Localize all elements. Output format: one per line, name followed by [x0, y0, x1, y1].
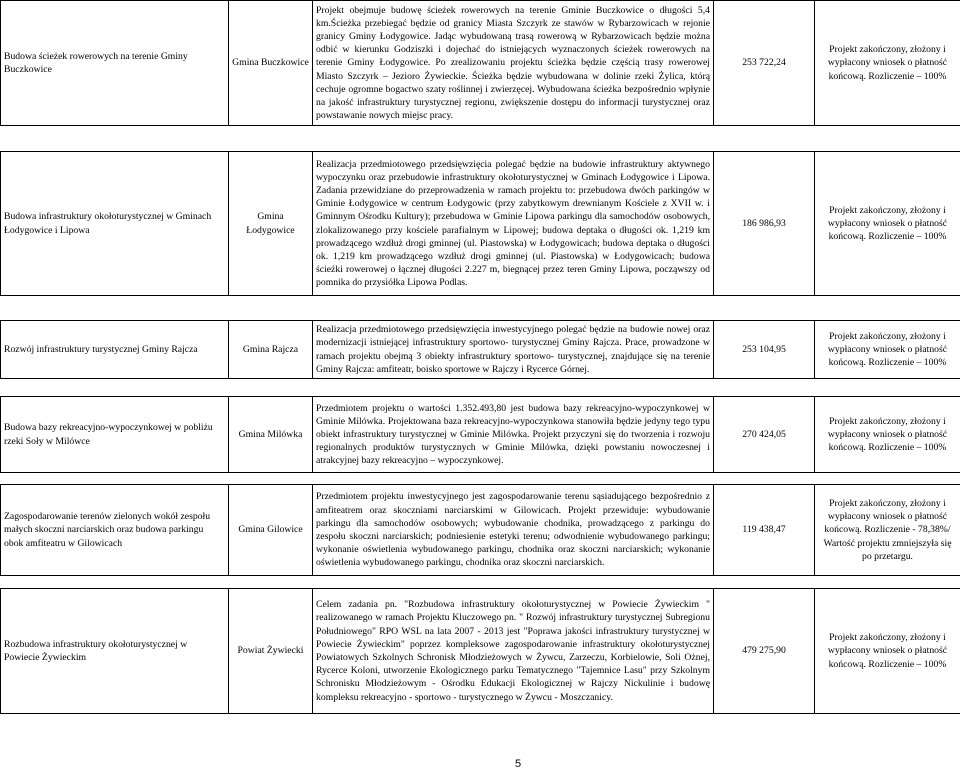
beneficiary: Gmina Gilowice — [229, 485, 313, 576]
table-row — [1, 589, 960, 714]
beneficiary: Powiat Żywiecki — [229, 589, 313, 714]
table-row — [1, 1, 960, 126]
table-row — [1, 485, 960, 576]
project-name: Rozbudowa infrastruktury okołoturystycznej w Powiecie Żywieckim — [1, 589, 229, 714]
project-name: Budowa ścieżek rowerowych na terenie Gminy Buczkowice — [1, 1, 229, 126]
project-value: 253 104,95 — [714, 321, 815, 379]
beneficiary: Gmina Rajcza — [229, 321, 313, 379]
project-name: Budowa infrastruktury okołoturystycznej w Gminach Łodygowice i Lipowa — [1, 152, 229, 296]
project-name: Budowa bazy rekreacyjno-wypoczynkowej w pobliżu rzeki Soły w Milówce — [1, 397, 229, 473]
project-status: Projekt zakończony, złożony i wypłacony wniosek o płatność końcową. Rozliczenie - 78,38%/ Wartość projektu zmniejszyła się po przetargu. — [815, 485, 960, 576]
project-description: Realizacja przedmiotowego przedsięwzięcia polegać będzie na budowie infrastruktury aktywnego wypoczynku oraz przebudowie infrastruktury okołoturystycznej w Gminach Łodygowice i Lipowa. Zadania przewidziane do przeprowadzenia w ramach projektu to: przebudowa dwóch parkingów w Gminie Łodygowice w centrum Łodygowic (przy zabytkowym drewnianym Kościele z XVII w. i Gminnym Ośrodku Kultury); przebudowa w Gminie Lipowa parkingu dla samochodów osobowych, zlokalizowanego przy kościele parafialnym w Lipowej; budowa deptaka o długości ok. 1,219 km prowadzącego wzdłuż drogi gminnej (ul. Piastowska) w Łodygowicach; budowa deptaka o długości ok. 1,219 km prowadzącego wzdłuż drogi gminnej (ul. Piastowska) w Łodygowicach; budowa ścieżki rowerowej o łącznej długości 2.227 m, biegnącej przez teren Gminy Lipowa, począwszy od pomnika do przysiółka Lipowa Podlas. — [313, 152, 714, 296]
project-status: Projekt zakończony, złożony i wypłacony wniosek o płatność końcową. Rozliczenie – 100% — [815, 1, 960, 126]
table-row — [1, 397, 960, 473]
row-separator — [1, 473, 960, 485]
beneficiary: Gmina Milówka — [229, 397, 313, 473]
row-separator — [1, 296, 960, 321]
project-description: Projekt obejmuje budowę ścieżek rowerowych na terenie Gminie Buczkowice o długości 5,4 km.Ścieżka przebiegać będzie od granicy Miasta Szczyrk ze stawów w Rybarzowicach w rejonie granicy Gminy Łodygowice. Jadąc wybudowaną trasą rowerową w Rybarzowicach będzie można odbić w kierunku Godziszki i dojechać do istniejących wyznaczonych ścieżek rowerowych na terenie Gminy Łodygowice. Po zrealizowaniu projektu ścieżka będzie częścią trasy rowerowej Miasto Szczyrk – Jezioro Żywieckie. Ścieżka będzie wybudowana w dolinie rzeki Żylica, którą cechuje ogromne bogactwo szaty roślinnej i zwierzęcej. Wybudowana ścieżka bezpośrednio wpłynie na jakość infrastruktury turystycznej regionu, zwiększenie dostępu do informacji turystycznej oraz powstawanie nowych miejsc pracy. — [313, 1, 714, 126]
project-value: 270 424,05 — [714, 397, 815, 473]
project-name: Rozwój infrastruktury turystycznej Gminy Rajcza — [1, 321, 229, 379]
project-description: Przedmiotem projektu inwestycyjnego jest zagospodarowanie terenu sąsiadującego bezpośrednio z amfiteatrem oraz skoczniami narciarskimi w Gilowicach. Projekt przewiduje: wybudowanie parkingu dla samochodów osobowych; wybudowanie chodnika, prowadzącego z parkingu do zespołu skoczni narciarskich; podniesienie estetyki terenu; odwodnienie wybudowanego parkingu; wykonanie oświetlenia wybudowanego parkingu, chodnika oraz skoczni narciarskich; wykonanie oświetlenia wybudowanego parkingu, chodnika oraz skoczni narciarskich. — [313, 485, 714, 576]
project-status: Projekt zakończony, złożony i wypłacony wniosek o płatność końcową. Rozliczenie – 100% — [815, 152, 960, 296]
project-status: Projekt zakończony, złożony i wypłacony wniosek o płatność końcową. Rozliczenie – 100% — [815, 321, 960, 379]
page-number: 5 — [514, 758, 522, 770]
project-value: 186 986,93 — [714, 152, 815, 296]
table-row — [1, 152, 960, 296]
beneficiary: Gmina Buczkowice — [229, 1, 313, 126]
project-description: Przedmiotem projektu o wartości 1.352.493,80 jest budowa bazy rekreacyjno-wypoczynkowej w Gminie Milówka. Projektowana baza rekreacyjno-wypoczynkowa stanowiła będzie jedyny tego typu obiekt infrastruktury turystycznej w Gminie Milówka. Projekt przyczyni się do tworzenia i rozwoju regionalnych produktów turystycznych w Gminie Milówka, dzięki powstaniu nowoczesnej i atrakcyjnej bazy rekreacyjno – wypoczynkowej. — [313, 397, 714, 473]
row-separator — [1, 379, 960, 397]
project-value: 119 438,47 — [714, 485, 815, 576]
project-description: Celem zadania pn. "Rozbudowa infrastruktury okołoturystycznej w Powiecie Żywieckim " realizowanego w ramach Projektu Kluczowego pn. " Rozwój infrastruktury turystycznej Subregionu Południowego" RPO WSL na lata 2007 - 2013 jest "Poprawa jakości infrastruktury turystycznej w Powiecie Żywieckim" poprzez kompleksowe zagospodarowanie infrastruktury okołoturystycznej Powiatowych Szkolnych Schronisk Młodzieżowych w Żywcu, Zarzeczu, Korbielowie, Soli Ożnej, Rycerce Koloni, utworzenie Ekologicznego parku Tematycznego "Tajemnice Lasu" przy Szkolnym Schronisku Młodzieżowym - Ośrodku Edukacji Ekologicznej w Rajczy Nickulinie i budowę kompleksu rekreacyjno - sportowo - turystycznego w Żywcu - Moszczanicy. — [313, 589, 714, 714]
table-row — [1, 321, 960, 379]
project-value: 479 275,90 — [714, 589, 815, 714]
project-status: Projekt zakończony, złożony i wypłacony wniosek o płatność końcową. Rozliczenie – 100% — [815, 589, 960, 714]
row-separator — [1, 576, 960, 589]
project-name: Zagospodarowanie terenów zielonych wokół zespołu małych skoczni narciarskich oraz budowa parkingu obok amfiteatru w Gilowicach — [1, 485, 229, 576]
beneficiary: Gmina Łodygowice — [229, 152, 313, 296]
row-separator — [1, 126, 960, 152]
project-status: Projekt zakończony, złożony i wypłacony wniosek o płatność końcową. Rozliczenie – 100% — [815, 397, 960, 473]
project-description: Realizacja przedmiotowego przedsięwzięcia inwestycyjnego polegać będzie na budowie nowej oraz modernizacji istniejącej infrastruktury sportowo- turystycznej Gminy Rajcza. Prace, prowadzone w ramach projektu obejmą 3 obiekty infrastruktury sportowo- turystycznej, znajdujące się na terenie Gminy Rajcza: amfiteatr, boisko sportowe w Rajczy i Rycerce Górnej. — [313, 321, 714, 379]
project-value: 253 722,24 — [714, 1, 815, 126]
